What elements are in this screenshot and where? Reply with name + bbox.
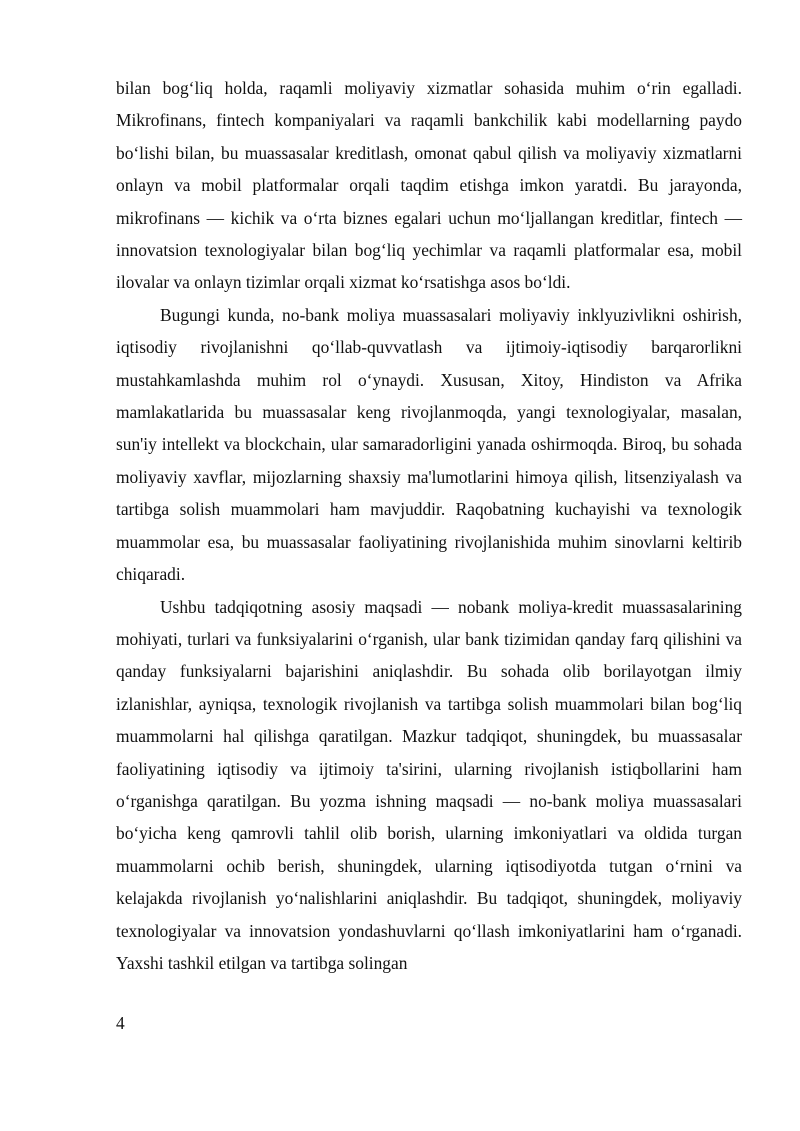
body-text — [116, 72, 742, 979]
paragraph: Bugungi kunda, no-bank moliya muassasalari moliyaviy inklyuzivlikni oshirish, iqtisodiy rivojlanishni qo‘llab-quvvatlash va ijtimoiy-iqtisodiy barqarorlikni mustahkamlashda muhim rol o‘ynaydi. Xususan, Xitoy, Hindiston va Afrika mamlakatlarida bu muassasalar keng rivojlanmoqda, yangi texnologiyalar, masalan, sun'iy intellekt va blockchain, ular samaradorligini yanada oshirmoqda. Biroq, bu sohada moliyaviy xavflar, mijozlarning shaxsiy ma'lumotlarini himoya qilish, litsenziyalash va tartibga solish muammolari ham mavjuddir. Raqobatning kuchayishi va texnologik muammolar esa, bu muassasalar faoliyatining rivojlanishida muhim sinovlarni keltirib chiqaradi. — [116, 304, 742, 585]
page-number: 4 — [116, 1013, 125, 1033]
paragraph: Ushbu tadqiqotning asosiy maqsadi — nobank moliya-kredit muassasalarining mohiyati, turlari va funksiyalarini o‘rganish, ular bank tizimidan qanday farq qilishini va qanday funksiyalarni bajarishini aniqlashdir. Bu sohada olib borilayotgan ilmiy izlanishlar, ayniqsa, texnologik rivojlanish va tartibga solish muammolari bilan bog‘liq muammolarni hal qilishga qaratilgan. Mazkur tadqiqot, shuningdek, bu muassasalar faoliyatining iqtisodiy va ijtimoiy ta'sirini, ularning rivojlanish istiqbollarini ham o‘rganishga qaratilgan. Bu yozma ishning maqsadi — no-bank moliya muassasalari bo‘yicha keng qamrovli tahlil olib borish, ularning imkoniyatlari va oldida turgan muammolarni ochib berish, shuningdek, ularning iqtisodiyotda tutgan o‘rnini va kelajakda rivojlanish yo‘nalishlarini aniqlashdir. Bu tadqiqot, shuningdek, moliyaviy texnologiyalar va innovatsion yondashuvlarni qo‘llash imkoniyatlarini ham o‘rganadi. Yaxshi tashkil etilgan va tartibga solingan — [116, 596, 742, 973]
paragraph-continued: bilan bog‘liq holda, raqamli moliyaviy xizmatlar sohasida muhim o‘rin egalladi. Mikrofinans, fintech kompaniyalari va raqamli bankchilik kabi modellarning paydo bo‘lishi bilan, bu muassasalar kreditlash, omonat qabul qilish va moliyaviy xizmatlarni onlayn va mobil platformalar orqali taqdim etishga imkon yaratdi. Bu jarayonda, mikrofinans — kichik va o‘rta biznes egalari uchun mo‘ljallangan kreditlar, fintech — innovatsion texnologiyalar bilan bog‘liq yechimlar va raqamli platformalar esa, mobil ilovalar va onlayn tizimlar orqali xizmat ko‘rsatishga asos bo‘ldi. — [116, 78, 742, 293]
